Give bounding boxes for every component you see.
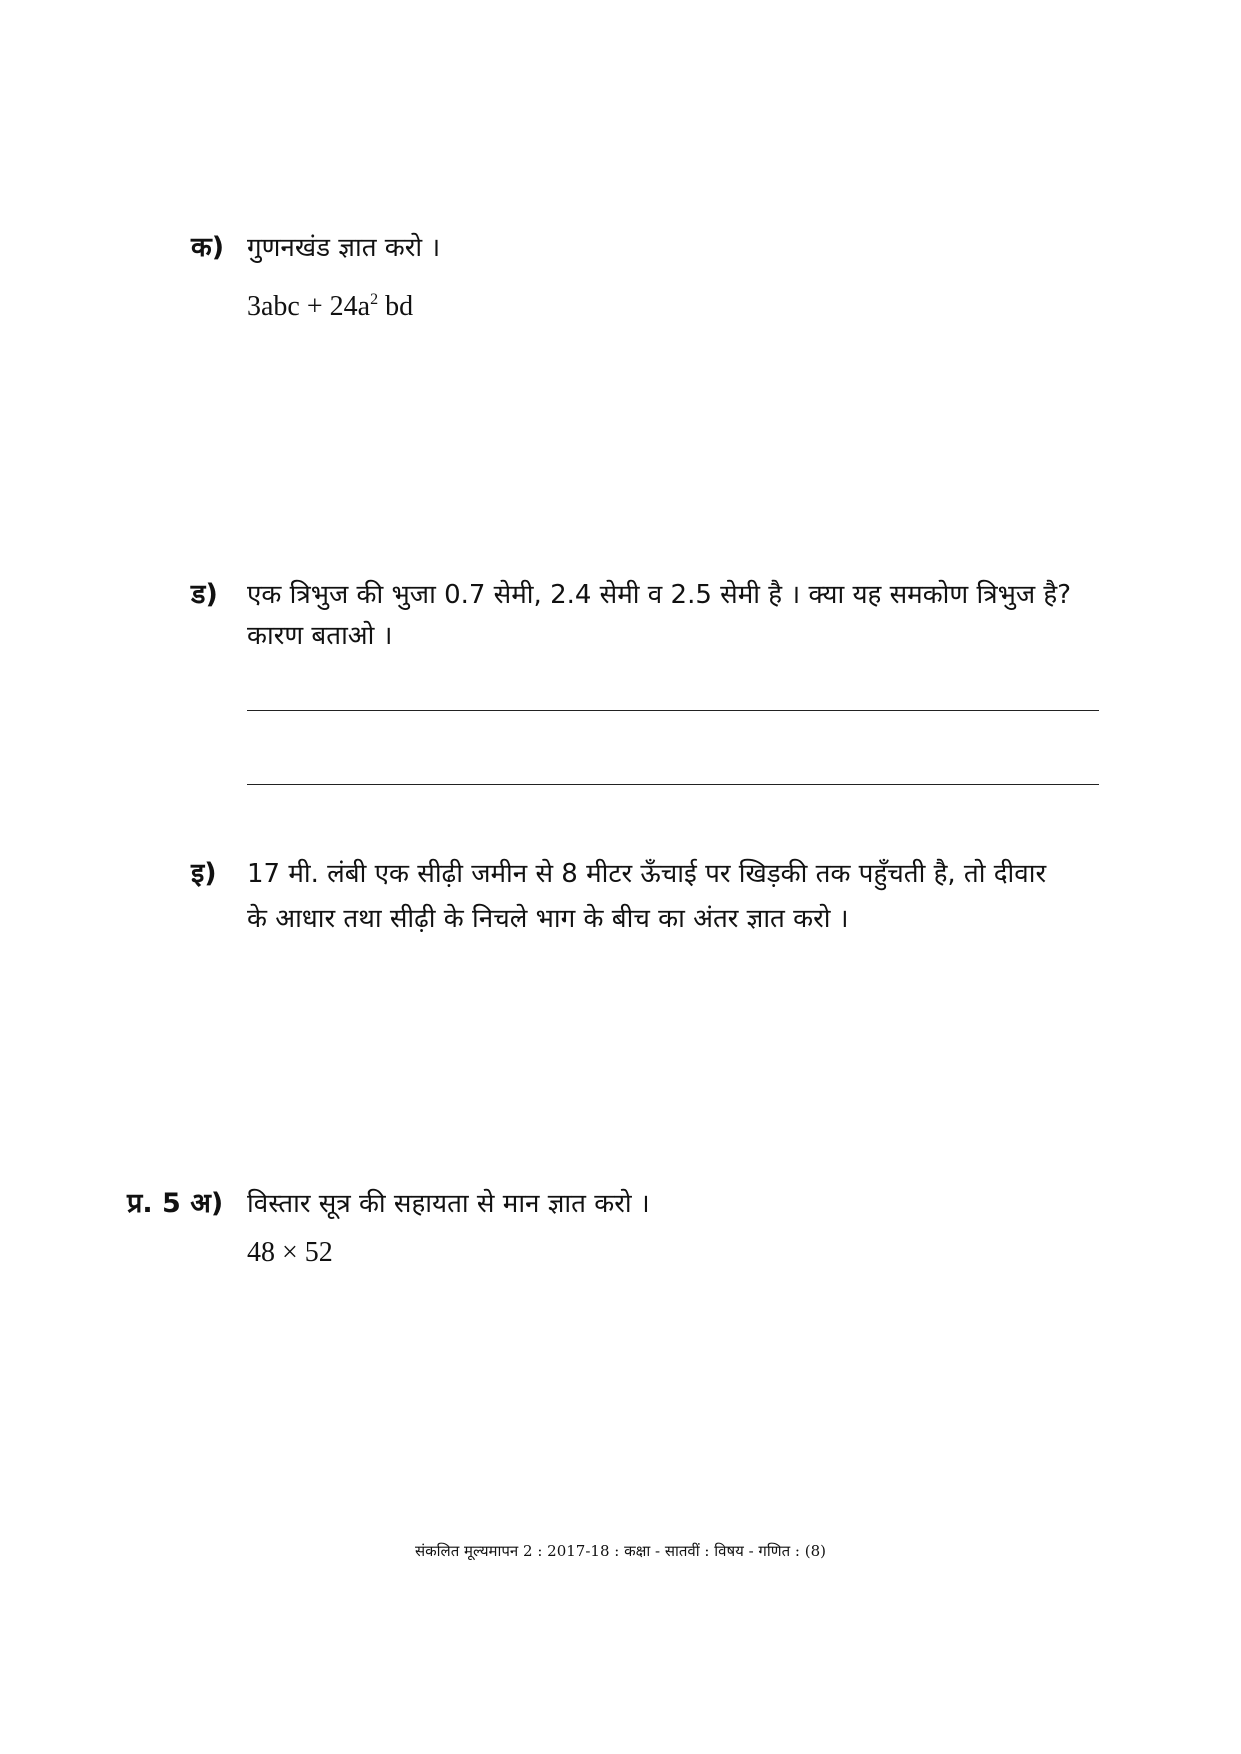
- expression-tail: bd: [385, 291, 414, 322]
- question-expression-ka: [247, 283, 413, 324]
- question-text-i-line1: 17 मी. लंबी एक सीढ़ी जमीन से 8 मीटर ऊँचाई पर खिड़की तक पहुँचती है, तो दीवार: [247, 859, 1047, 889]
- question-text-ka: गुणनखंड ज्ञात करो ।: [247, 233, 441, 263]
- question-expression-5a: 48 × 52: [247, 1237, 333, 1268]
- question-label-5a: प्र. 5 अ): [127, 1188, 224, 1219]
- answer-line-2: [247, 784, 1099, 785]
- question-text-da-line1: एक त्रिभुज की भुजा 0.7 सेमी, 2.4 सेमी व 2.5 सेमी है । क्या यह समकोण त्रिभुज है?: [247, 580, 1072, 610]
- expression-base: 3abc + 24a: [247, 291, 371, 322]
- question-text-i-line2: के आधार तथा सीढ़ी के निचले भाग के बीच का अंतर ज्ञात करो ।: [247, 904, 849, 934]
- question-text-5a: विस्तार सूत्र की सहायता से मान ज्ञात करो ।: [247, 1189, 650, 1219]
- question-label-da: ड): [191, 579, 218, 610]
- question-text-da-line2: कारण बताओ ।: [247, 621, 393, 651]
- expression-exponent: 2: [370, 291, 379, 308]
- question-label-ka: क): [191, 232, 225, 263]
- question-label-i: इ): [191, 858, 217, 889]
- page-footer: संकलित मूल्यमापन 2 : 2017-18 : कक्षा - सातवीं : विषय - गणित : (8): [415, 1542, 826, 1560]
- answer-line-1: [247, 710, 1099, 711]
